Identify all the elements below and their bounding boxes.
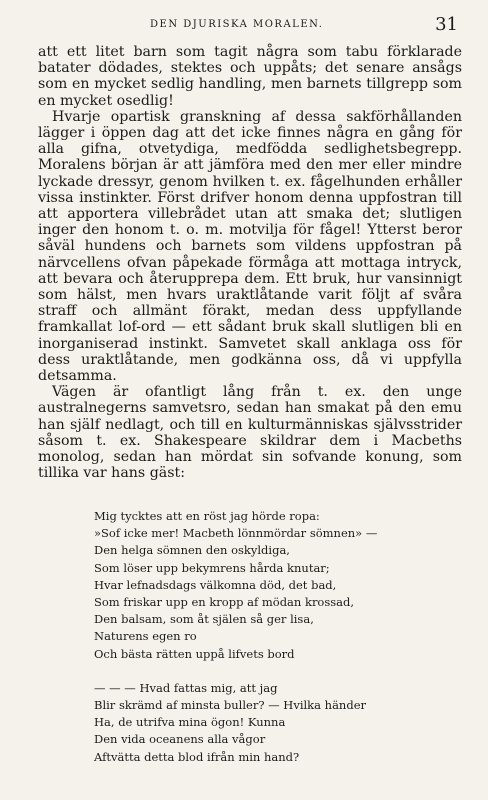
poem-line: »Sof icke mer! Macbeth lönnmördar sömnen» — <box>94 526 378 541</box>
poem-line: Blir skrämd af minsta buller? — Hvilka händer <box>94 698 366 713</box>
poem-line: Den vida oceanens alla vågor <box>94 732 266 747</box>
poem-quotation <box>94 508 454 766</box>
poem-line: Och bästa rätten uppå lifvets bord <box>94 646 295 661</box>
poem-line: Ha, de utrifva mina ögon! Kunna <box>94 715 286 730</box>
page-number: 31 <box>435 14 458 35</box>
poem-line: Naturens egen ro <box>94 629 197 644</box>
poem-line: Som friskar upp en kropp af mödan krossad, <box>94 595 355 610</box>
paragraph: Hvarje opartisk granskning af dessa sakförhållanden lägger i öppen dag att det icke finnes några en gång för alla gifna, otvetydiga, medfödda sedlighetsbegrepp. Moralens början är att jämföra med den mer eller mindre lyckade dressyr, genom hvilken t. ex. fågelhunden erhåller vissa instinkter. Först drifver honom denna uppfostran till att apportera villebrådet utan att smaka det; slutligen inger den honom t. o. m. motvilja för fågel! Ytterst beror såväl hundens och barnets som vildens uppfostran på närvcellens ofvan påpekade förmåga att mottaga intryck, att bevara och återupprepa dem. Ett bruk, hur vansinnigt som hälst, men hvars uraktlåtande varit följt af svåra straff och allmänt förakt, medan dess uppfyllande framkallat lof-ord — ett sådant bruk skall slutligen bli en inorganiserad instinkt. Samvetet skall anklaga oss för dess uraktlåtande, men godkänna oss, då vi uppfylla detsamma. <box>38 108 462 385</box>
poem-line: Mig tycktes att en röst jag hörde ropa: <box>94 509 320 523</box>
stanza-break <box>94 663 454 680</box>
poem-line: Som löser upp bekymrens hårda knutar; <box>94 560 330 575</box>
paragraph: att ett litet barn som tagit några som tabu förklarade batater dödades, stektes och uppåts; det senare ansågs som en mycket sedlig handling, men barnets tillgrepp som en mycket osedlig! <box>38 44 462 109</box>
body-text <box>38 44 462 481</box>
poem-line: Aftvätta detta blod ifrån min hand? <box>94 749 300 764</box>
running-head: DEN DJURISKA MORALEN. <box>150 19 324 30</box>
poem-line: Den helga sömnen den oskyldiga, <box>94 543 290 558</box>
poem-line: — — — Hvad fattas mig, att jag <box>94 680 278 695</box>
paragraph: Vägen är ofantligt lång från t. ex. den unge australnegerns samvetsro, sedan han smakat på den emu han själf nedlagt, och till en kulturmänniskas självsstrider såsom t. ex. Shakespeare skildrar dem i Macbeths monolog, sedan han mördat sin sofvande konung, som tillika var hans gäst: <box>38 384 462 482</box>
poem-line: Den balsam, som åt själen så ger lisa, <box>94 612 314 627</box>
poem-line: Hvar lefnadsdags välkomna död, det bad, <box>94 577 337 592</box>
